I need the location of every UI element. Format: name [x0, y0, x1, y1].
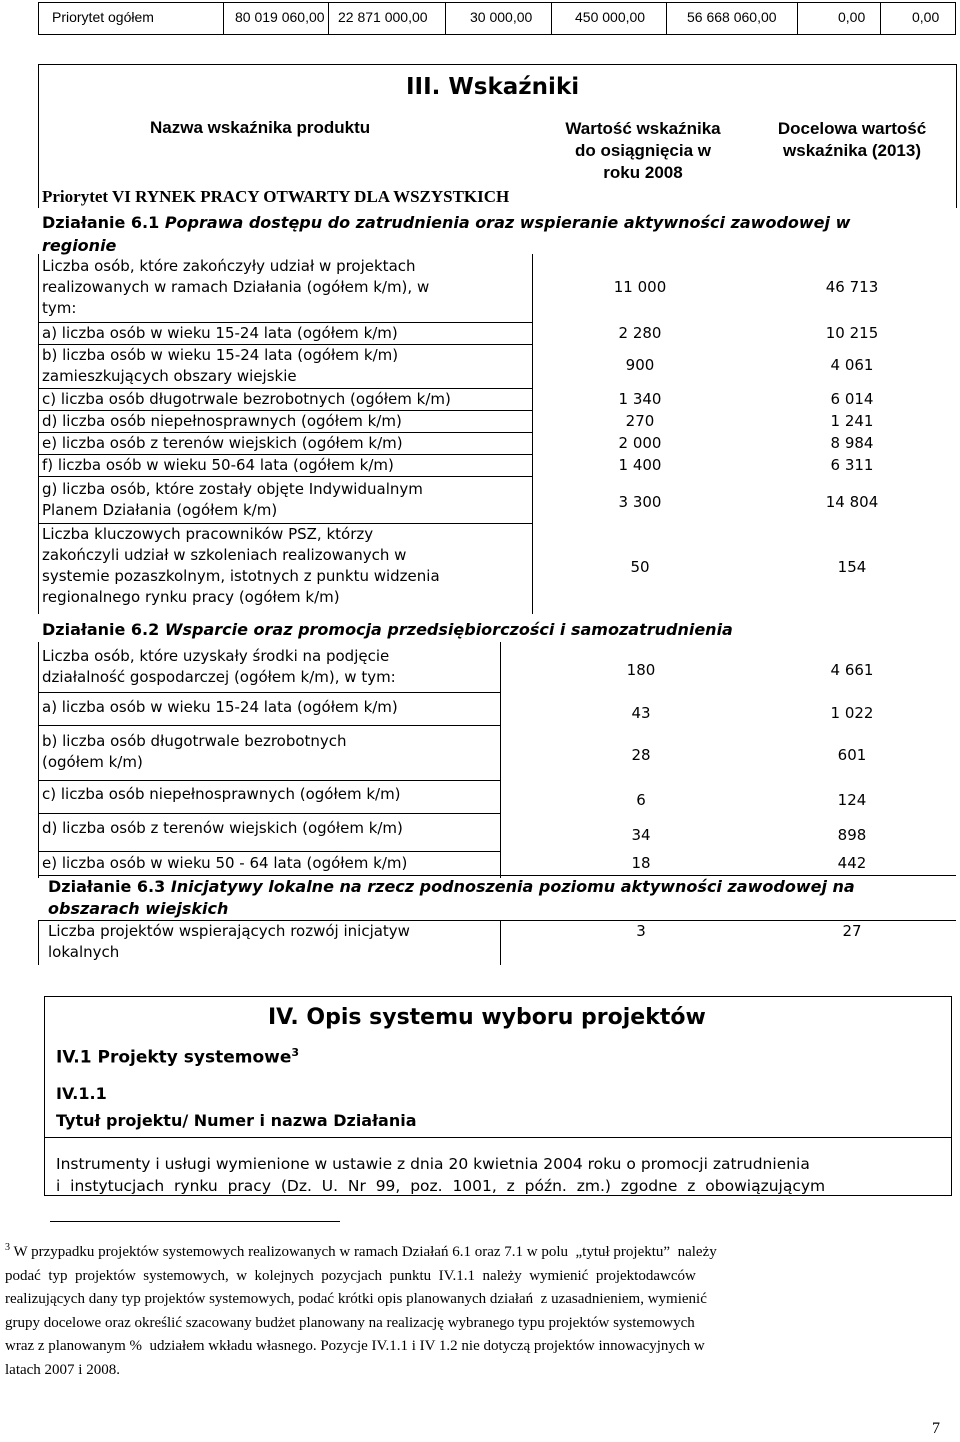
priority-total-value: 450 000,00: [575, 9, 646, 25]
value-2008: 1 400: [618, 456, 662, 474]
value-2008: 50: [630, 558, 650, 576]
priority-total-value: 0,00: [912, 9, 940, 25]
indicator-name: a) liczba osób w wieku 15-24 lata (ogółem k/m): [42, 324, 398, 342]
value-2013: 10 215: [825, 324, 879, 342]
action-6-2-heading: Działanie 6.2 Wsparcie oraz promocja przedsiębiorczości i samozatrudnienia: [42, 620, 733, 639]
value-2013: 1 241: [830, 412, 874, 430]
value-2008: 270: [625, 412, 655, 430]
value-2008: 2 280: [618, 324, 662, 342]
value-2008: 28: [631, 746, 651, 764]
footnote-separator: [50, 1221, 340, 1222]
priority-total-value: 56 668 060,00: [687, 9, 777, 25]
indicator-name: b) liczba osób w wieku 15-24 lata (ogółem k/m) zamieszkujących obszary wiejskie: [42, 346, 399, 385]
column-header-value-2013: Docelowa wartość wskaźnika (2013): [777, 119, 927, 160]
priority-total-value: 0,00: [838, 9, 866, 25]
priority-total-label: Priorytet ogółem: [52, 9, 154, 25]
column-header-value-2008: Wartość wskaźnika do osiągnięcia w roku 2008: [565, 119, 721, 182]
value-2008: 3 300: [618, 493, 662, 511]
value-2008: 900: [625, 356, 655, 374]
value-2008: 11 000: [613, 278, 667, 296]
value-2013: 4 061: [830, 356, 874, 374]
page-number: 7: [932, 1420, 940, 1437]
value-2008: 2 000: [618, 434, 662, 452]
value-2013: 154: [837, 558, 867, 576]
value-2013: 6 311: [830, 456, 874, 474]
project-title-label: Tytuł projektu/ Numer i nazwa Działania: [56, 1111, 417, 1130]
indicator-name: c) liczba osób niepełnosprawnych (ogółem k/m): [42, 785, 401, 803]
value-2013: 898: [837, 826, 867, 844]
value-2013: 14 804: [825, 493, 879, 511]
value-2008: 1 340: [618, 390, 662, 408]
value-2013: 442: [837, 854, 867, 872]
value-2013: 27: [842, 922, 862, 940]
indicator-name: f) liczba osób w wieku 50-64 lata (ogółem k/m): [42, 456, 394, 474]
column-header-indicator-name: Nazwa wskaźnika produktu: [150, 118, 371, 137]
value-2008: 180: [626, 661, 656, 679]
priority-total-value: 30 000,00: [470, 9, 533, 25]
priority-total-value: 22 871 000,00: [338, 9, 428, 25]
value-2013: 4 661: [830, 661, 874, 679]
value-2013: 124: [837, 791, 867, 809]
indicator-name: e) liczba osób z terenów wiejskich (ogółem k/m): [42, 434, 403, 452]
indicator-name: c) liczba osób długotrwale bezrobotnych (ogółem k/m): [42, 390, 451, 408]
value-2008: 18: [631, 854, 651, 872]
indicator-name: Liczba osób, które zakończyły udział w projektach realizowanych w ramach Działania (ogółem k/m), w tym:: [42, 257, 430, 317]
value-2013: 1 022: [830, 704, 874, 722]
value-2008: 3: [636, 922, 646, 940]
value-2008: 6: [636, 791, 646, 809]
indicator-name: a) liczba osób w wieku 15-24 lata (ogółem k/m): [42, 698, 398, 716]
value-2008: 34: [631, 826, 651, 844]
indicator-name: e) liczba osób w wieku 50 - 64 lata (ogółem k/m): [42, 854, 408, 872]
section-4-title: IV. Opis systemu wyboru projektów: [268, 1005, 706, 1030]
priority-total-value: 80 019 060,00: [235, 9, 325, 25]
priority-heading: Priorytet VI RYNEK PRACY OTWARTY DLA WSZYSTKICH: [42, 187, 510, 206]
action-6-3-heading: Działanie 6.3 Inicjatywy lokalne na rzecz podnoszenia poziomu aktywności zawodowej na obszarach wiejskich: [48, 877, 855, 918]
footnote-text: $^3$ W przypadku projektów systemowych realizowanych w ramach Działań 6.1 oraz 7.1 w polu „tytuł projektu” należy podać typ projektów systemowych, w kolejnych pozycjach punktu IV.1.1 należy wymienić projektodawców realizujących dany typ projektów systemowych, podać krótki opis planowanych działań z uzasadnieniem, wymienić grupy docelowe oraz określić szacowany budżet planowany na realizację wybranego typu projektów systemowych wraz z planowanym % udziałem wkładu własnego. Pozycje IV.1.1 i IV 1.2 nie dotyczą projektów innowacyjnych w latach 2007 i 2008.: [5, 1242, 717, 1378]
value-2013: 601: [837, 746, 867, 764]
indicator-name: d) liczba osób z terenów wiejskich (ogółem k/m): [42, 819, 403, 837]
value-2013: 6 014: [830, 390, 874, 408]
value-2013: 46 713: [825, 278, 879, 296]
indicator-name: Liczba osób, które uzyskały środki na podjęcie działalność gospodarczej (ogółem k/m), w tym:: [42, 647, 396, 686]
section-title: III. Wskaźniki: [406, 74, 580, 100]
indicator-name: Liczba projektów wspierających rozwój inicjatyw lokalnych: [48, 922, 410, 961]
value-2008: 43: [631, 704, 651, 722]
action-6-1-heading: Działanie 6.1 Poprawa dostępu do zatrudnienia oraz wspieranie aktywności zawodowej w regionie: [42, 213, 851, 255]
indicator-name: g) liczba osób, które zostały objęte Indywidualnym Planem Działania (ogółem k/m): [42, 480, 423, 519]
indicator-name: b) liczba osób długotrwale bezrobotnych (ogółem k/m): [42, 732, 347, 771]
section-4-text: Instrumenty i usługi wymienione w ustawie z dnia 20 kwietnia 2004 roku o promocji zatrudnienia i instytucjach rynku pracy (Dz. U. Nr 99, poz. 1001, z późn. zm.) zgodne z obowiązującym: [56, 1155, 826, 1195]
indicator-name: d) liczba osób niepełnosprawnych (ogółem k/m): [42, 412, 402, 430]
indicator-name: Liczba kluczowych pracowników PSZ, którzy zakończyli udział w szkoleniach realizowanych w systemie pozaszkolnym, istotnych z punktu widzenia regionalnego rynku pracy (ogółem k/m): [42, 525, 440, 606]
value-2013: 8 984: [830, 434, 874, 452]
subsection-title: IV.1 Projekty systemowe$^3$: [56, 1046, 300, 1068]
subsection-number: IV.1.1: [56, 1084, 107, 1103]
